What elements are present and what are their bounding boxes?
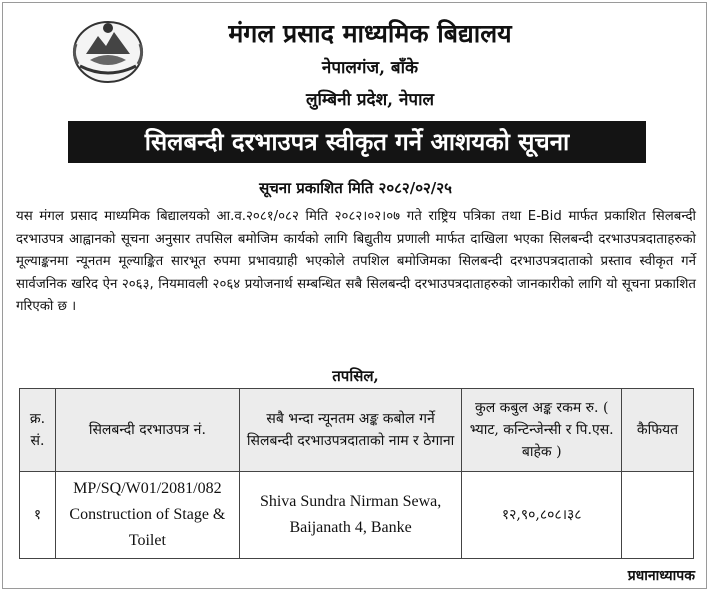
col-header-remarks: कैफियत xyxy=(622,389,694,472)
nepal-emblem-icon xyxy=(70,14,146,86)
schedule-label: तपसिल, xyxy=(332,367,379,385)
notice-body: यस मंगल प्रसाद माध्यमिक बिद्यालयको आ.व.२०८१/०८२ मिति २०८२।०२।०७ गते राष्ट्रिय पत्रिका तथा E-Bid मार्फत प्रकाशित सिलबन्दी दरभाउपत्र आह्वानको सूचना अनुसार तपसिल बमोजिम कार्यको लागि बिद्युतीय प्रणाली मार्फत दाखिला भएका सिलबन्दी दरभाउपत्रदाताहरुको मूल्याङ्कनमा न्यूनतम मूल्याङ्कित सारभूत रुपमा प्रभावग्राही भएकोले तपशिल बमोजिमका सिलबन्दी दरभाउपत्रदाताको प्रस्ताव स्वीकृत गर्ने सार्वजनिक खरिद ऐन २०६३, नियमावली २०६४ प्रयोजनार्थ सम्बन्धित सबै सिलबन्दी दरभाउपत्रदाताहरुको जानकारीको लागि यो सूचना प्रकाशित गरिएको छ । xyxy=(16,209,696,315)
published-date: सूचना प्रकाशित मिति २०८२/०२/२५ xyxy=(259,179,452,197)
school-province: लुम्बिनी प्रदेश, नेपाल xyxy=(305,90,435,110)
col-header-bidder: सबै भन्दा न्यूनतम अङ्क कबोल गर्ने सिलबन्दी दरभाउपत्रदाताको नाम र ठेगाना xyxy=(239,389,462,472)
cell-bidder: Shiva Sundra Nirman Sewa, Baijanath 4, Banke xyxy=(239,472,462,559)
cell-bid-no xyxy=(55,472,239,559)
bid-description: Construction of Stage & Toilet xyxy=(69,506,226,549)
table-row xyxy=(20,472,694,559)
col-header-amount: कुल कबुल अङ्क रकम रु. ( भ्याट, कन्टिन्जेन्सी र पि.एस. बाहेक ) xyxy=(462,389,622,472)
table-header-row xyxy=(20,389,694,472)
bid-table xyxy=(19,388,694,559)
notice-title-banner: सिलबन्दी दरभाउपत्र स्वीकृत गर्ने आशयको सूचना xyxy=(68,121,646,163)
school-city: नेपालगंज, बाँके xyxy=(321,58,419,78)
school-name: मंगल प्रसाद माध्यमिक बिद्यालय xyxy=(228,19,512,48)
col-header-bid-no: सिलबन्दी दरभाउपत्र नं. xyxy=(55,389,239,472)
cell-sn: १ xyxy=(20,472,56,559)
bid-number: MP/SQ/W01/2081/082 xyxy=(73,480,222,497)
signature-headteacher: प्रधानाध्यापक xyxy=(627,568,695,584)
cell-amount: १२,९०,८०८।३८ xyxy=(462,472,622,559)
col-header-sn: क्र. सं. xyxy=(20,389,56,472)
cell-remarks xyxy=(622,472,694,559)
